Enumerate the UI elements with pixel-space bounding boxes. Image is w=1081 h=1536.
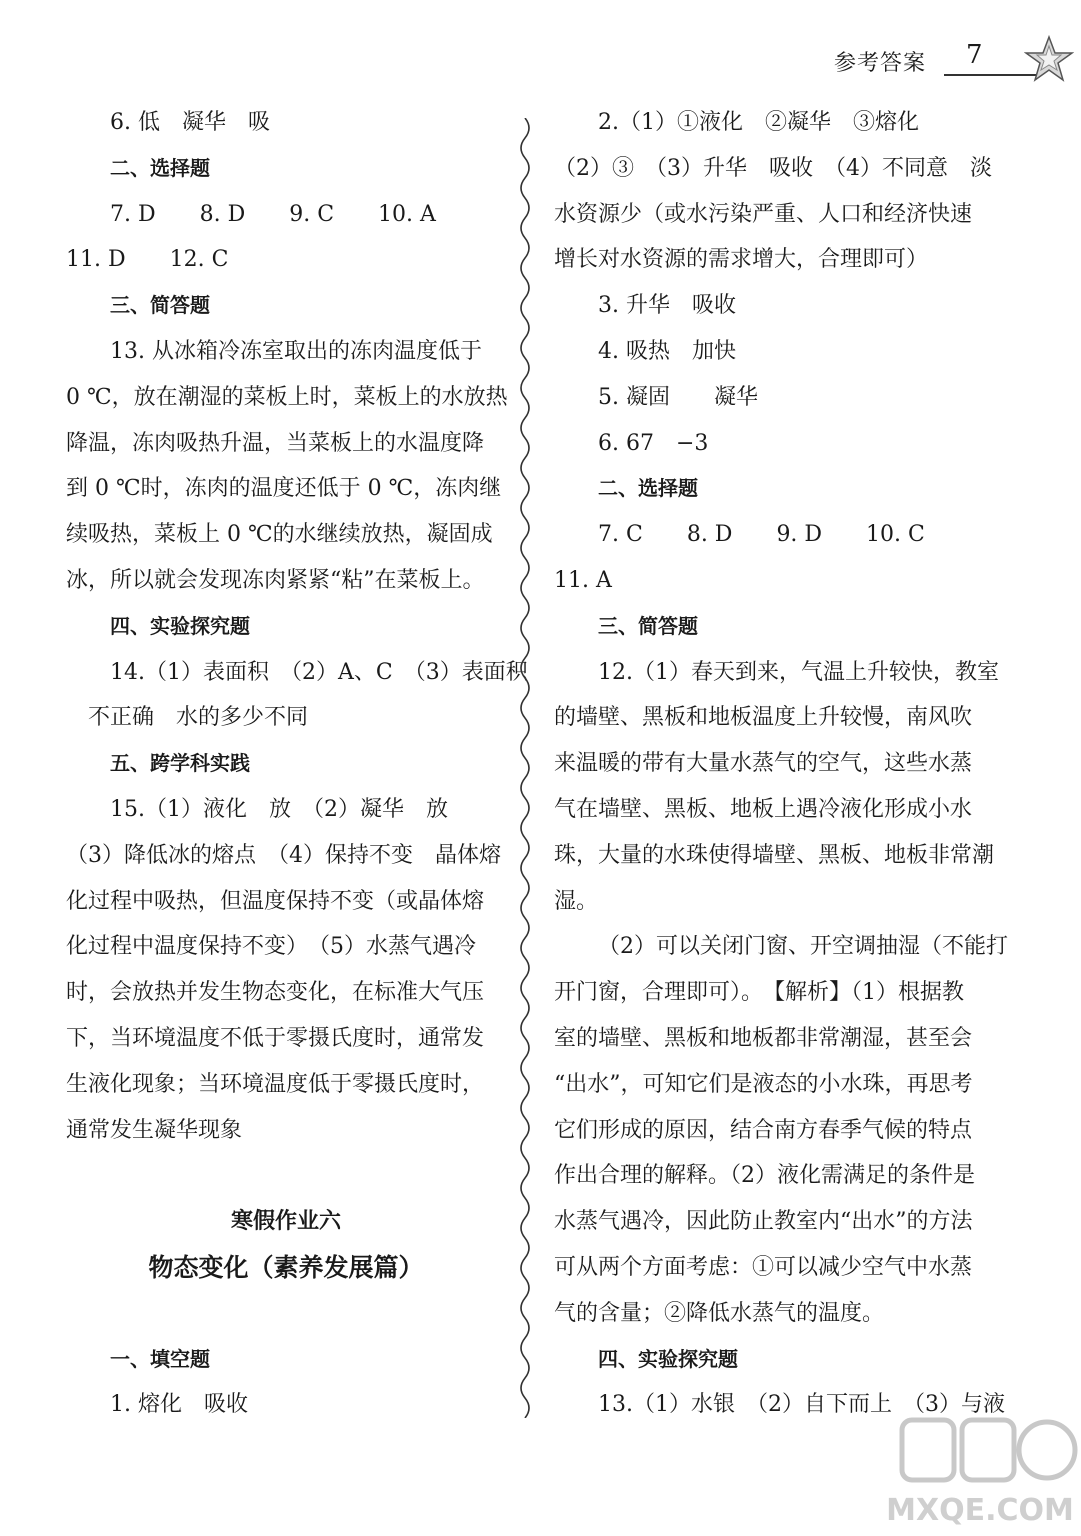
- section-heading: 一、填空题: [110, 1346, 210, 1371]
- paragraph-line: 12.（1）春天到来，气温上升较快，教室: [598, 659, 999, 685]
- answer-line: 13.（1）水银 （2）自下而上 （3）与液: [598, 1392, 1005, 1418]
- answer-line: 4. 吸热 加快: [598, 338, 736, 364]
- paragraph-line: 它们形成的原因，结合南方春季气候的特点: [554, 1117, 973, 1143]
- paragraph-line: 来温暖的带有大量水蒸气的空气，这些水蒸: [554, 751, 973, 777]
- paragraph-line: 增长对水资源的需求增大，合理即可）: [554, 247, 929, 273]
- paragraph-line: （3）降低冰的熔点 （4）保持不变 晶体熔: [66, 842, 501, 868]
- section-heading: 二、选择题: [598, 476, 698, 501]
- assignment-title: 寒假作业六: [230, 1209, 341, 1235]
- paragraph-line: 到 0 ℃时，冻肉的温度还低于 0 ℃，冻肉继: [66, 476, 502, 502]
- section-heading: 四、实验探究题: [598, 1346, 738, 1371]
- paragraph-line: 0 ℃，放在潮湿的菜板上时，菜板上的水放热: [66, 384, 508, 410]
- watermark-logo: [882, 1412, 1078, 1532]
- answer-line: 11. A: [554, 567, 612, 593]
- left-column: [66, 100, 528, 1428]
- paragraph-line: 气的含量；②降低水蒸气的温度。: [554, 1300, 885, 1326]
- paragraph-line: 生液化现象；当环境温度低于零摄氏度时，: [66, 1071, 485, 1097]
- paragraph-line: 开门窗，合理即可）。 【解析】（1）根据教: [554, 980, 964, 1006]
- watermark-text: MXQE.COM: [886, 1493, 1074, 1528]
- paragraph-line: 作出合理的解释。（2）液化需满足的条件是: [554, 1163, 975, 1189]
- paragraph-line: 湿。: [554, 888, 599, 914]
- answer-line: 3. 升华 吸收: [598, 293, 736, 319]
- right-column: [554, 100, 1008, 1428]
- column-divider: [510, 118, 540, 1418]
- page-header: [824, 34, 1074, 84]
- paragraph-line: 续吸热，菜板上 0 ℃的水继续放热，凝固成: [66, 522, 493, 548]
- answer-line: 7. D 8. D 9. C 10. A: [110, 201, 436, 227]
- paragraph-line: 气在墙壁、黑板、地板上遇冷液化形成小水: [554, 796, 973, 822]
- paragraph-line: 降温，冻肉吸热升温，当菜板上的水温度降: [66, 430, 485, 456]
- assignment-subtitle: 物态变化（素养发展篇）: [148, 1252, 424, 1282]
- paragraph-line: 化过程中吸热，但温度保持不变（或晶体熔: [66, 888, 485, 914]
- paragraph-line: “出水”，可知它们是液态的小水珠，再思考: [554, 1071, 973, 1097]
- paragraph-line: 珠，大量的水珠使得墙壁、黑板、地板非常潮: [554, 842, 995, 868]
- answer-line: 7. C 8. D 9. D 10. C: [598, 522, 925, 548]
- paragraph-line: 化过程中温度保持不变） （5）水蒸气遇冷: [66, 934, 476, 960]
- section-heading: 五、跨学科实践: [110, 751, 250, 776]
- paragraph-line: 下，当环境温度不低于零摄氏度时，通常发: [66, 1025, 485, 1051]
- paragraph-line: 15.（1）液化 放 （2）凝华 放: [110, 796, 448, 822]
- answer-line: 5. 凝固 凝华: [598, 384, 758, 410]
- star-icon: [1024, 34, 1074, 84]
- section-heading: 二、选择题: [110, 155, 210, 180]
- header-title: 参考答案: [834, 51, 927, 76]
- answer-line: 1. 熔化 吸收: [110, 1392, 248, 1418]
- section-heading: 三、简答题: [598, 613, 698, 638]
- paragraph-line: 室的墙壁、黑板和地板都非常潮湿，甚至会: [554, 1025, 973, 1051]
- section-heading: 四、实验探究题: [110, 613, 250, 638]
- paragraph-line: （2）可以关闭门窗、开空调抽湿（不能打: [598, 934, 1008, 960]
- answer-line: 11. D 12. C: [66, 247, 229, 273]
- paragraph-line: 不正确 水的多少不同: [88, 705, 309, 731]
- header-underline: [944, 74, 1036, 76]
- answer-line: 6. 低 凝华 吸: [110, 110, 270, 135]
- paragraph-line: 冰，所以就会发现冻肉紧紧“粘”在菜板上。: [66, 567, 485, 593]
- paragraph-line: 水资源少（或水污染严重、人口和经济快速: [554, 201, 973, 227]
- paragraph-line: 通常发生凝华现象: [66, 1117, 243, 1143]
- paragraph-line: 可从两个方面考虑：①可以减少空气中水蒸: [554, 1254, 973, 1280]
- paragraph-line: 水蒸气遇冷，因此防止教室内“出水”的方法: [554, 1209, 973, 1235]
- paragraph-line: （2）③ （3）升华 吸收 （4）不同意 淡: [554, 155, 992, 181]
- page-number: 7: [966, 40, 983, 70]
- section-heading: 三、简答题: [110, 293, 210, 318]
- paragraph-line: 的墙壁、黑板和地板温度上升较慢，南风吹: [554, 705, 973, 731]
- answer-line: 6. 67 −3: [598, 430, 709, 456]
- paragraph-line: 时，会放热并发生物态变化，在标准大气压: [66, 980, 485, 1006]
- paragraph-line: 13. 从冰箱冷冻室取出的冻肉温度低于: [110, 338, 482, 364]
- paragraph-line: 14.（1）表面积 （2）A、C （3）表面积: [110, 659, 528, 685]
- paragraph-line: 2.（1）①液化 ②凝华 ③熔化: [598, 110, 919, 135]
